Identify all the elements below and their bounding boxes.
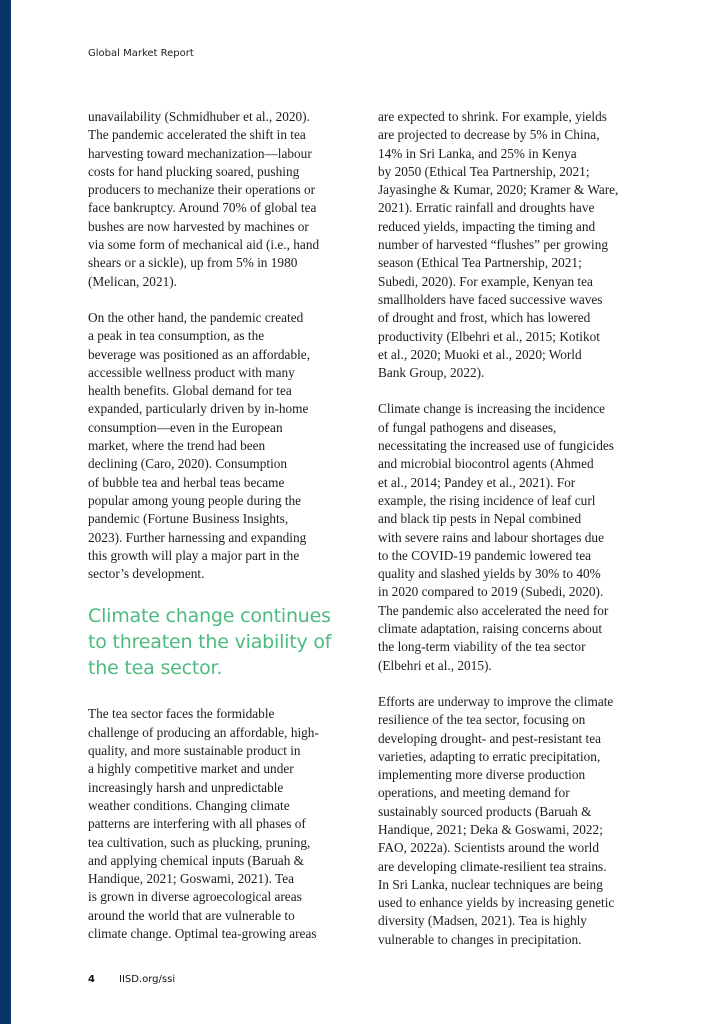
text-line: tea cultivation, such as plucking, pruning,	[88, 834, 311, 850]
text-line: season (Ethical Tea Partnership, 2021;	[378, 255, 582, 271]
text-line: climate adaptation, raising concerns about	[378, 621, 603, 637]
text-line: varieties, adapting to erratic precipitation,	[378, 748, 601, 764]
text-line: The tea sector faces the formidable	[88, 706, 275, 722]
sidebar-accent-bar	[0, 0, 11, 1024]
text-line: in 2020 compared to 2019 (Subedi, 2020).	[378, 584, 604, 600]
text-line: (Elbehri et al., 2015).	[378, 657, 492, 673]
text-line: sector’s development.	[88, 566, 205, 582]
text-line: used to enhance yields by increasing genetic	[378, 895, 615, 911]
text-line: example, the rising incidence of leaf curl	[378, 492, 596, 508]
text-line: a highly competitive market and under	[88, 761, 294, 777]
text-line: Climate change is increasing the incidence	[378, 401, 606, 417]
text-line: producers to mechanize their operations or	[88, 182, 316, 198]
text-line: quality, and more sustainable product in	[88, 743, 301, 759]
text-line: implementing more diverse production	[378, 767, 586, 783]
text-line: On the other hand, the pandemic created	[88, 309, 304, 325]
text-line: Handique, 2021; Goswami, 2021). Tea	[88, 871, 294, 887]
text-line: 2021). Erratic rainfall and droughts have	[378, 200, 595, 216]
text-line: patterns are interfering with all phases of	[88, 816, 306, 832]
text-line: increasingly harsh and unpredictable	[88, 779, 284, 795]
text-line: to threaten the viability of	[88, 631, 332, 654]
text-line: number of harvested “flushes” per growing	[378, 237, 609, 253]
text-line: necessitating the increased use of fungicides	[378, 438, 614, 454]
text-line: challenge of producing an affordable, high-	[88, 724, 319, 740]
text-line: via some form of mechanical aid (i.e., hand	[88, 237, 320, 253]
text-line: to the COVID-19 pandemic lowered tea	[378, 547, 592, 563]
text-line: this growth will play a major part in the	[88, 547, 300, 563]
text-line: beverage was positioned as an affordable,	[88, 346, 311, 362]
text-line: Handique, 2021; Deka & Goswami, 2022;	[378, 821, 603, 837]
text-line: Jayasinghe & Kumar, 2020; Kramer & Ware,	[378, 182, 619, 198]
text-line: The pandemic also accelerated the need for	[378, 602, 609, 618]
text-line: popular among young people during the	[88, 492, 302, 508]
text-line: vulnerable to changes in precipitation.	[378, 931, 582, 947]
text-line: et al., 2020; Muoki et al., 2020; World	[378, 346, 582, 362]
text-line: are developing climate-resilient tea strains.	[378, 858, 607, 874]
text-line: quality and slashed yields by 30% to 40%	[378, 566, 601, 582]
left-column	[88, 108, 353, 961]
text-line: and microbial biocontrol agents (Ahmed	[378, 456, 594, 472]
text-line: 14% in Sri Lanka, and 25% in Kenya	[378, 145, 577, 161]
text-line: The pandemic accelerated the shift in tea	[88, 127, 306, 143]
text-line: by 2050 (Ethical Tea Partnership, 2021;	[378, 163, 590, 179]
text-line: consumption—even in the European	[88, 419, 283, 435]
footer-url: IISD.org/ssi	[119, 974, 176, 985]
text-line: 2023). Further harnessing and expanding	[88, 529, 307, 545]
text-line: harvesting toward mechanization—labour	[88, 145, 312, 161]
text-line: and applying chemical inputs (Baruah &	[88, 852, 305, 868]
text-line: pandemic (Fortune Business Insights,	[88, 511, 289, 527]
text-line: the tea sector.	[88, 657, 223, 680]
text-line: Efforts are underway to improve the climate	[378, 693, 614, 709]
text-line: Bank Group, 2022).	[378, 365, 485, 381]
text-line: In Sri Lanka, nuclear techniques are being	[378, 876, 603, 892]
text-line: costs for hand plucking soared, pushing	[88, 163, 300, 179]
section-heading	[88, 603, 353, 681]
text-line: face bankruptcy. Around 70% of global tea	[88, 200, 317, 216]
text-line: are projected to decrease by 5% in China,	[378, 127, 600, 143]
text-line: are expected to shrink. For example, yields	[378, 109, 607, 124]
text-line: weather conditions. Changing climate	[88, 797, 290, 813]
text-line: a peak in tea consumption, as the	[88, 328, 265, 344]
page-number: 4	[88, 974, 95, 985]
text-line: operations, and meeting demand for	[378, 785, 570, 801]
text-line: et al., 2014; Pandey et al., 2021). For	[378, 474, 576, 490]
text-line: smallholders have faced successive waves	[378, 291, 603, 307]
paragraph	[88, 309, 353, 583]
text-line: is grown in diverse agroecological areas	[88, 889, 302, 905]
paragraph	[378, 400, 643, 674]
text-line: declining (Caro, 2020). Consumption	[88, 456, 288, 472]
text-line: of fungal pathogens and diseases,	[378, 419, 557, 435]
text-line: expanded, particularly driven by in-home	[88, 401, 309, 417]
text-line: Climate change continues	[88, 605, 331, 628]
text-line: of bubble tea and herbal teas became	[88, 474, 285, 490]
text-line: and black tip pests in Nepal combined	[378, 511, 582, 527]
text-line: Subedi, 2020). For example, Kenyan tea	[378, 273, 593, 289]
text-line: bushes are now harvested by machines or	[88, 218, 309, 234]
paragraph	[378, 108, 643, 382]
text-line: health benefits. Global demand for tea	[88, 383, 292, 399]
running-header: Global Market Report	[88, 48, 194, 59]
text-line: accessible wellness product with many	[88, 364, 295, 380]
text-line: (Melican, 2021).	[88, 273, 177, 289]
text-line: shears or a sickle), up from 5% in 1980	[88, 255, 298, 271]
text-line: around the world that are vulnerable to	[88, 907, 295, 923]
text-line: reduced yields, impacting the timing and	[378, 218, 596, 234]
right-column	[378, 108, 643, 967]
text-line: climate change. Optimal tea-growing areas	[88, 925, 317, 941]
text-line: the long-term viability of the tea sector	[378, 639, 586, 655]
text-line: developing drought- and pest-resistant tea	[378, 730, 602, 746]
text-line: of drought and frost, which has lowered	[378, 310, 591, 326]
text-line: unavailability (Schmidhuber et al., 2020).	[88, 109, 310, 124]
text-line: sustainably sourced products (Baruah &	[378, 803, 592, 819]
paragraph	[88, 108, 353, 291]
text-line: FAO, 2022a). Scientists around the world	[378, 840, 599, 856]
text-line: market, where the trend had been	[88, 438, 266, 454]
paragraph	[378, 693, 643, 949]
paragraph	[88, 705, 353, 943]
text-line: diversity (Madsen, 2021). Tea is highly	[378, 913, 587, 929]
text-line: productivity (Elbehri et al., 2015; Kotikot	[378, 328, 600, 344]
text-line: resilience of the tea sector, focusing on	[378, 712, 586, 728]
text-line: with severe rains and labour shortages due	[378, 529, 604, 545]
